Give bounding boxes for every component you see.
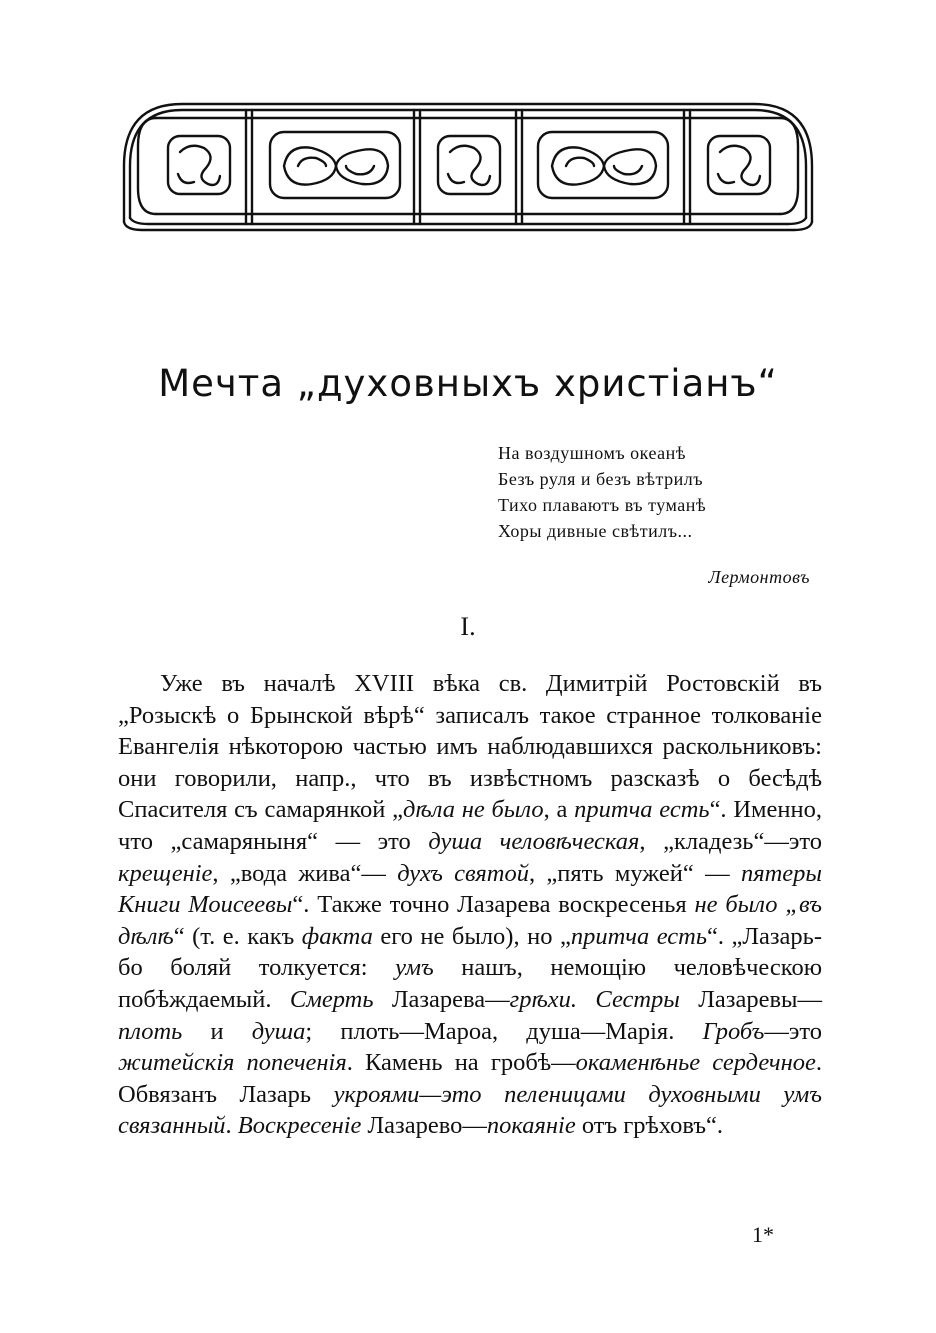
text-run: ; плоть—Мароа, душа—Марія. bbox=[305, 1017, 703, 1045]
epigraph-line: Хоры дивные свѣтилъ... bbox=[498, 521, 693, 541]
text-run: отъ грѣховъ“. bbox=[575, 1112, 724, 1140]
epigraph-line: Безъ руля и безъ вѣтрилъ bbox=[498, 469, 704, 489]
text-run: , „пять мужей“ — bbox=[528, 859, 741, 887]
italic-run: укроями—это пеленицами духовными умъ связанный bbox=[118, 1080, 822, 1140]
text-run: . Камень на гробѣ— bbox=[346, 1049, 576, 1077]
section-number: I. bbox=[460, 612, 476, 641]
italic-run: дѣла не было bbox=[402, 796, 544, 824]
text-run: . bbox=[225, 1112, 238, 1140]
epigraph-line: Тихо плаваютъ въ туманѣ bbox=[498, 495, 707, 515]
italic-run: грѣхи. Сестры bbox=[509, 985, 680, 1013]
italic-run: окаменѣнье сердечное bbox=[575, 1049, 816, 1077]
text-run: “ (т. е. какъ bbox=[173, 922, 302, 950]
text-run: , „кладезь“—это bbox=[639, 827, 822, 855]
italic-run: Гробъ bbox=[702, 1017, 765, 1045]
epigraph bbox=[498, 440, 818, 590]
italic-run: покаяніе bbox=[486, 1112, 576, 1140]
italic-run: душа bbox=[251, 1017, 306, 1045]
text-run: нашъ, немощію человѣческою побѣждаемый. bbox=[118, 954, 822, 1013]
italic-run: Воскресеніе bbox=[237, 1112, 362, 1140]
page-number: 1* bbox=[752, 1222, 774, 1247]
text-run: —это bbox=[764, 1017, 822, 1045]
italic-run: не было „въ дѣлѣ bbox=[118, 891, 822, 950]
epigraph-line: На воздушномъ океанѣ bbox=[498, 443, 687, 463]
italic-run: душа человѣческая bbox=[428, 827, 640, 855]
text-run: “. Также точно Лазарева воскресенья bbox=[292, 891, 695, 919]
italic-run: пятеры Книги Моисеевы bbox=[118, 859, 823, 919]
text-run: его не было), но „ bbox=[372, 922, 571, 950]
text-run: Лазарево— bbox=[361, 1112, 487, 1140]
body-paragraph bbox=[118, 668, 822, 1142]
text-run: и bbox=[182, 1017, 252, 1045]
text-run: Лазаревы— bbox=[679, 985, 822, 1013]
italic-run: факта bbox=[301, 922, 373, 950]
italic-run: духъ святой bbox=[397, 859, 529, 887]
italic-run: Смерть bbox=[289, 985, 374, 1013]
text-run: “. „Лазарь-бо боляй толкуется: bbox=[118, 922, 822, 982]
text-run: , „вода жива“— bbox=[212, 859, 398, 887]
epigraph-author: Лермонтовъ bbox=[708, 567, 810, 587]
italic-run: притча есть bbox=[570, 922, 707, 950]
decorative-header-ornament bbox=[112, 96, 824, 236]
text-run: “. Именно, что „самаряныня“ — это bbox=[118, 796, 822, 855]
chapter-title: Мечта „духовныхъ христіанъ“ bbox=[158, 362, 778, 405]
text-run: . Обвязанъ Лазарь bbox=[118, 1049, 822, 1108]
text-run: Уже въ началѣ XVIII вѣка св. Димитрій Ростовскій въ „Розыскѣ о Брынской вѣрѣ“ записалъ такое странное толкованіе Евангелія нѣкоторою частью имъ наблюдавшихся раскольниковъ: они говорили, напр., что въ извѣстномъ разсказѣ о бесѣдѣ Спасителя съ самарянкой „ bbox=[118, 670, 822, 824]
text-run: , а bbox=[543, 796, 575, 824]
italic-run: житейскія попеченія bbox=[118, 1049, 347, 1077]
text-run: Лазарева— bbox=[373, 985, 510, 1013]
italic-run: плоть bbox=[118, 1017, 183, 1045]
italic-run: притча есть bbox=[574, 796, 710, 824]
italic-run: умъ bbox=[395, 954, 434, 982]
italic-run: крещеніе bbox=[118, 859, 213, 887]
